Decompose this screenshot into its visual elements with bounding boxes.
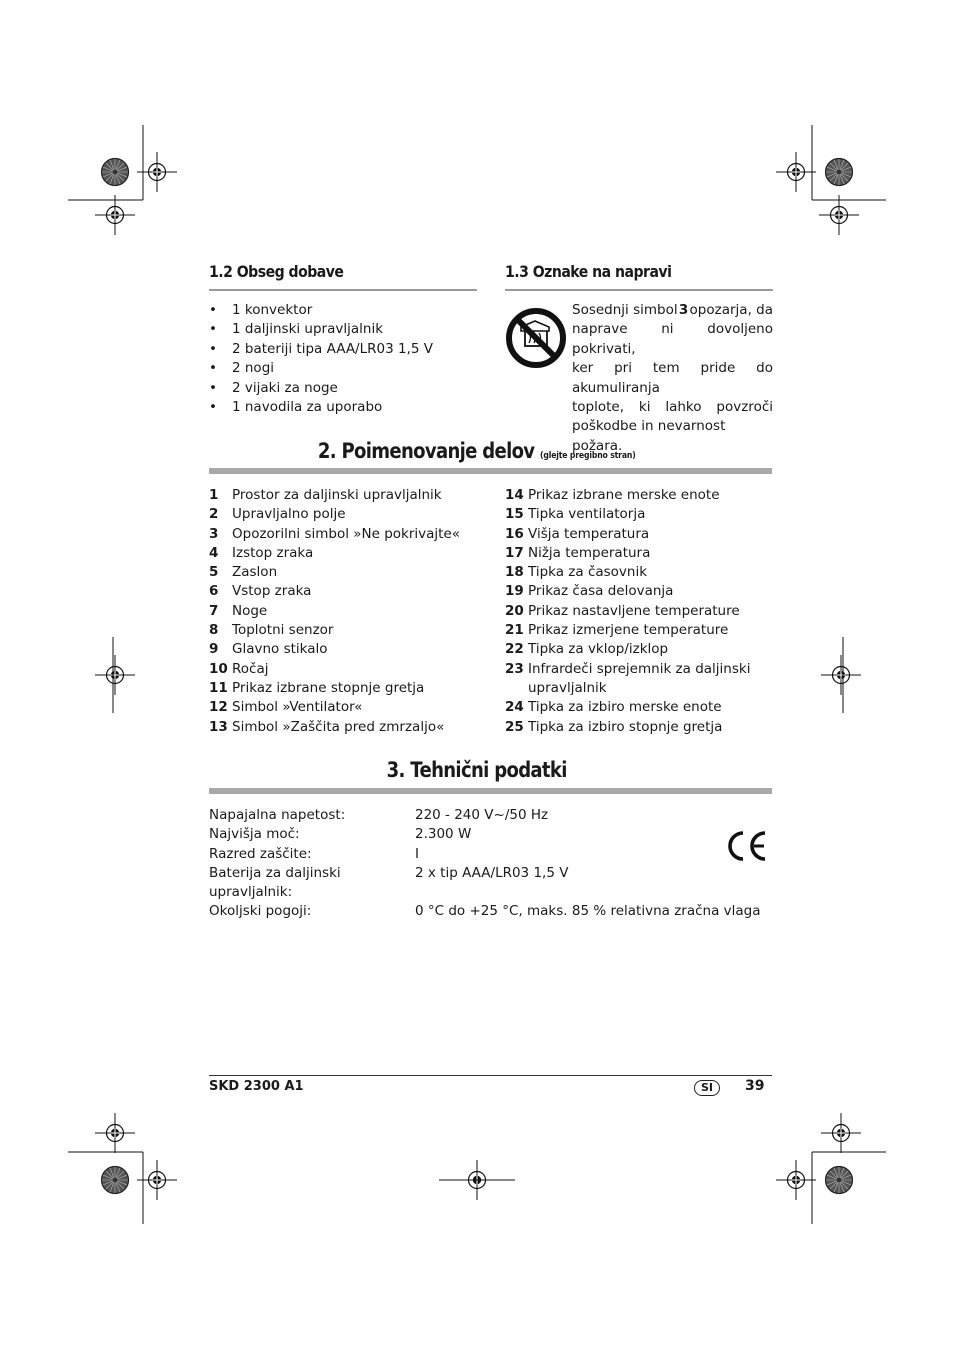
part-label: [232, 679, 424, 698]
part-label-line: Prostor za daljinski upravljalnik: [232, 487, 442, 503]
scope-rule: [209, 289, 477, 291]
part-label: [528, 602, 740, 621]
part-number: 6: [209, 583, 219, 600]
spec-value: 2.300 W: [415, 826, 472, 843]
part-label-line: Glavno stikalo: [232, 641, 328, 658]
scope-item: • 1 konvektor: [209, 301, 479, 320]
part-label-line: Ročaj: [232, 660, 269, 677]
part-number: 16: [505, 525, 524, 542]
part-number: 18: [505, 564, 524, 581]
part-item: [505, 602, 773, 621]
part-item: [209, 525, 499, 544]
part-item: [505, 582, 773, 601]
part-label: [528, 563, 647, 582]
scope-item: • 2 nogi: [209, 359, 479, 378]
parts-rule: [209, 468, 772, 474]
part-label-line: Simbol »Ventilator«: [232, 699, 363, 716]
part-number: 4: [209, 544, 219, 561]
part-label: [232, 602, 267, 621]
footer-rule: [209, 1075, 772, 1076]
part-number: 11: [209, 679, 228, 696]
part-label: [528, 582, 673, 601]
spec-key: Baterija za daljinski upravljalnik:: [209, 864, 341, 901]
part-label-line: Upravljalno polje: [232, 506, 346, 523]
part-label: [232, 660, 268, 679]
part-number: 24: [505, 699, 524, 716]
spec-key: Najvišja moč:: [209, 826, 300, 843]
spec-key: Okoljski pogoji:: [209, 903, 312, 920]
part-label: [232, 582, 311, 601]
part-label: [232, 525, 460, 544]
part-label: [232, 640, 328, 659]
part-number: 17: [505, 544, 524, 561]
parts-list-left: [209, 486, 499, 737]
no-cover-warning-icon: [505, 307, 567, 369]
part-label: [232, 544, 313, 563]
part-label: [232, 718, 444, 737]
part-label-line: Tipka ventilatorja: [528, 506, 646, 523]
part-label: [528, 525, 649, 544]
spec-row: [209, 845, 769, 864]
part-number: 9: [209, 641, 219, 658]
part-number: 14: [505, 487, 524, 503]
scope-item: • 2 bateriji tipa AAA/LR03 1,5 V: [209, 340, 479, 359]
part-number: 19: [505, 583, 524, 600]
part-label: [528, 544, 650, 563]
part-number: 25: [505, 718, 524, 735]
part-item: [505, 525, 773, 544]
page-number: 39: [745, 1078, 765, 1094]
tech-rule: [209, 788, 772, 794]
footer-model: SKD 2300 A1: [209, 1079, 304, 1094]
part-item: [209, 718, 499, 737]
spec-key: Napajalna napetost:: [209, 807, 346, 823]
markings-line: naprave ni dovoljeno pokrivati,: [572, 321, 773, 357]
language-badge: SI: [694, 1080, 720, 1096]
part-label: [528, 621, 728, 640]
part-label: [232, 563, 277, 582]
part-item: [505, 563, 773, 582]
ce-mark-icon: [724, 829, 768, 863]
part-number: 21: [505, 622, 524, 639]
part-number: 23: [505, 660, 524, 677]
part-item: [209, 660, 499, 679]
part-item: [505, 544, 773, 563]
part-label-line: Višja temperatura: [528, 525, 650, 542]
part-item: [505, 660, 773, 699]
markings-line: ker pri tem pride do akumuliranja: [572, 360, 773, 396]
scope-item: • 1 daljinski upravljalnik: [209, 320, 479, 339]
part-label-line: Prikaz izbrane merske enote: [528, 487, 720, 503]
part-number: 15: [505, 506, 524, 523]
part-label: [528, 660, 750, 699]
part-number: 5: [209, 564, 219, 581]
markings-line: toplote, ki lahko povzroči: [572, 399, 773, 416]
part-item: [209, 582, 499, 601]
part-label-line: Vstop zraka: [232, 583, 312, 600]
part-label-line: Prikaz izbrane stopnje gretja: [232, 679, 425, 696]
markings-heading: 1.3 Oznake na napravi: [505, 262, 672, 281]
spec-row: [209, 902, 769, 921]
scope-list: [209, 301, 479, 417]
part-label: [528, 640, 668, 659]
part-item: [505, 718, 773, 737]
part-number: 2: [209, 506, 219, 523]
part-item: [505, 640, 773, 659]
part-label-line: Simbol »Zaščita pred zmrzaljo«: [232, 718, 445, 735]
scope-heading: 1.2 Obseg dobave: [209, 262, 344, 281]
part-number: 22: [505, 641, 524, 658]
spec-value: I: [415, 845, 419, 862]
part-label-line: Prikaz časa delovanja: [528, 583, 674, 600]
part-label-line: Tipka za izbiro merske enote: [528, 699, 722, 716]
part-label-line: Infrardeči sprejemnik za daljinski: [528, 660, 751, 677]
part-item: [505, 698, 773, 717]
part-label-line: Tipka za izbiro stopnje gretja: [528, 718, 723, 735]
part-label: [528, 486, 720, 505]
part-label-line: Opozorilni simbol »Ne pokrivajte«: [232, 525, 461, 542]
part-number: 1: [209, 487, 219, 503]
part-label-line: Prikaz nastavljene temperature: [528, 602, 740, 619]
spec-value: 220 - 240 V~/50 Hz: [415, 807, 549, 823]
part-label: [232, 505, 346, 524]
markings-text: Sosednji simbol 3 opozarja, da naprave ni dovoljeno pokrivati, ker pri tem pride do akumuliranja toplote, ki lahko povzroči poškodbe in nevarnost požara.: [572, 301, 773, 456]
spec-key: Razred zaščite:: [209, 845, 312, 862]
part-label-line: Izstop zraka: [232, 544, 314, 561]
parts-list-right: [505, 486, 773, 737]
part-label: [528, 698, 722, 717]
markings-rule: [505, 289, 773, 291]
part-number: 20: [505, 602, 524, 619]
part-item: [209, 640, 499, 659]
part-label-line: Noge: [232, 602, 268, 619]
part-label: [528, 718, 722, 737]
tech-heading: 3. Tehnični podatki: [386, 758, 568, 782]
part-label: [232, 621, 333, 640]
part-item: [505, 486, 773, 505]
part-item: [209, 679, 499, 698]
spec-row: [209, 806, 769, 825]
part-label-line: Nižja temperatura: [528, 544, 651, 561]
part-label-line: Prikaz izmerjene temperature: [528, 622, 729, 639]
part-label: [528, 505, 645, 524]
part-item: [209, 621, 499, 640]
markings-line: poškodbe in nevarnost požara.: [572, 418, 726, 454]
part-number: 8: [209, 622, 219, 639]
parts-heading: 2. Poimenovanje delov (glejte pregibno stran): [318, 439, 636, 463]
part-item: [209, 602, 499, 621]
part-item: [209, 544, 499, 563]
part-item: [505, 505, 773, 524]
spec-row: [209, 825, 769, 844]
tech-table: [209, 806, 769, 922]
part-item: [209, 698, 499, 717]
part-label: [232, 486, 442, 505]
part-label: [232, 698, 362, 717]
part-item: [209, 563, 499, 582]
spec-value: 2 x tip AAA/LR03 1,5 V: [415, 864, 569, 881]
part-number: 3: [209, 525, 219, 542]
part-label-line: Tipka za vklop/izklop: [528, 641, 669, 658]
part-label-line: Tipka za časovnik: [528, 564, 648, 581]
scope-item: • 2 vijaki za noge: [209, 379, 479, 398]
part-item: [505, 621, 773, 640]
spec-value: 0 °C do +25 °C, maks. 85 % relativna zračna vlaga: [415, 903, 761, 920]
scope-item: • 1 navodila za uporabo: [209, 398, 479, 417]
part-label-line: Toplotni senzor: [232, 622, 334, 639]
part-number: 10: [209, 660, 228, 677]
part-number: 13: [209, 718, 228, 735]
part-item: [209, 486, 499, 505]
part-number: 7: [209, 602, 219, 619]
part-item: [209, 505, 499, 524]
spec-row: [209, 864, 769, 903]
part-label-line: upravljalnik: [528, 679, 607, 696]
part-number: 12: [209, 699, 228, 716]
part-label-line: Zaslon: [232, 564, 278, 581]
